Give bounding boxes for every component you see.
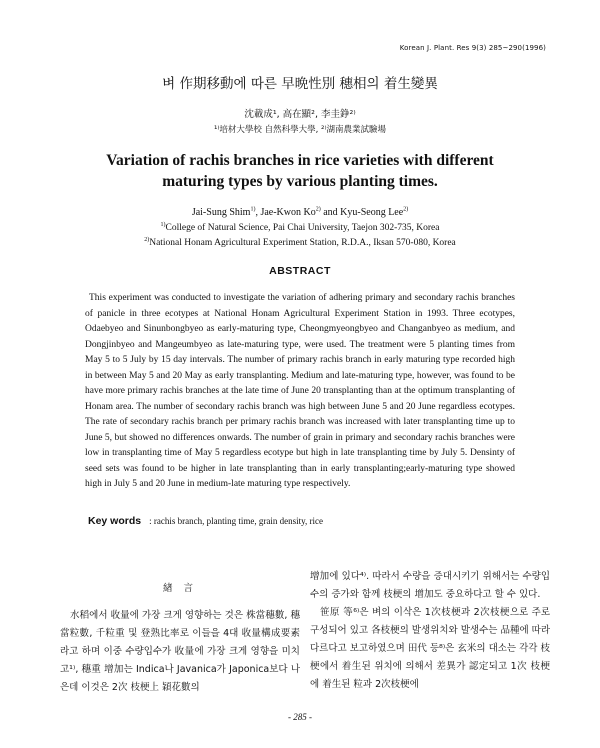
page-number: - 285 - [288,712,312,722]
affiliation-2-sup: 2) [144,236,150,243]
english-authors [0,207,600,218]
keywords-label: Key words [88,515,142,527]
keywords [88,515,518,527]
author-2: , Jae-Kwon Ko [255,207,316,218]
affiliation-1-sup: 1) [160,221,166,228]
affiliation-1-text: College of Natural Science, Pai Chai University, Taejon 302-735, Korea [165,223,440,233]
journal-citation: Korean J. Plant. Res 9(3) 285~290(1996) [399,44,546,52]
keywords-text: : rachis branch, planting time, grain density, rice [149,516,323,526]
english-title-line2: maturing types by various planting times. [162,173,438,190]
korean-authors: 沈載成¹, 高在顯², 李圭錚²⁾ [244,109,356,120]
affiliation-2-text: National Honam Agricultural Experiment Station, R.D.A., Iksan 570-080, Korea [149,238,456,248]
english-title [0,150,600,192]
intro-paragraph-right-1: 增加에 있다⁴⁾. 따라서 수량을 증대시키기 위해서는 수량입수의 증가와 함께 枝梗의 增加도 중요하다고 할 수 있다. [310,571,550,600]
affiliation-2 [0,238,600,248]
author-3: and Kyu-Seong Lee [320,207,404,218]
english-title-line1: Variation of rachis branches in rice varieties with different [106,152,494,169]
korean-title: 벼 作期移動에 따른 早晩性別 穗相의 着生變異 [162,76,438,92]
intro-heading: 緖 言 [162,583,198,594]
author-2-sup: 2) [315,206,321,213]
author-1: Jai-Sung Shim [191,207,251,218]
intro-paragraph-left: 水稻에서 收量에 가장 크게 영향하는 것은 株當穗數, 穗當粒數, 千粒重 및 登熟比率로 이들을 4대 收量構成要素라고 하며 이중 수량입수가 收量에 가장 크게 영향을 미치고¹⁾, 穗重 增加는 Indica나 Javanica가 Japonica보다 나은데 이것은 2次 枝梗上 穎花數의 [60,610,300,693]
korean-affiliations: ¹⁾培材大學校 自然科學大學, ²⁾湖南農業試驗場 [213,125,387,135]
author-1-sup: 1) [250,206,256,213]
right-column [310,568,550,694]
affiliation-1 [0,223,600,233]
abstract-body: This experiment was conducted to investigate the variation of adhering primary and secondary rachis branches of panicle in three ecotypes at National Honam Agricultural Experiment Station in 1993. Three ecotypes, Odaebyeo and Sinunbongbyeo as early-maturing type, Cheongmyeongbyeo and Changanbyeo as medium, and Dongjinbyeo and Mangeumbyeo as late-maturing type, were used. The treatment were 5 planting times from May 5 to 5 July by 15 day intervals. The number of primary rachis branch in early maturing type recorded high in between May 5 and 20 May as early transplanting. Medium and late-maturing type, however, was found to be have more primary rachis branches at the late time of June 20 transplanting than at the optimum transplanting of Honam area. The number of secondary rachis branch was high between June 5 and 20 June regardless ecotypes. The rate of secondary rachis branch per primary rachis branch was increased with later transplanting time up to June 5, but showed no differences onwards. The number of grain in primary and secondary rachis branches were low in transplanting time of May 5 regardless ecotype but high in late transplanting time by July 5. Densinty of seed sets was found to be higher in late transplanting than in early transplanting;early-maturing type showed high in July 5 and 20 June in medium-late maturing type respectively. [85,293,515,489]
abstract-heading: ABSTRACT [269,265,331,277]
left-column [60,580,300,697]
intro-paragraph-right-2: 笹原 等⁶⁾은 벼의 이삭은 1次枝梗과 2次枝梗으로 주로 구성되어 있고 各枝梗의 발생위치와 발생수는 品種에 따라 다르다고 보고하였으며 田代 등⁸⁾은 玄米의 대소는 각각 枝梗에서 着生된 위치에 의해서 差異가 認定되고 1次 枝梗에 着生된 粒과 2次枝梗에 [310,607,550,690]
author-3-sup: 2) [403,206,409,213]
